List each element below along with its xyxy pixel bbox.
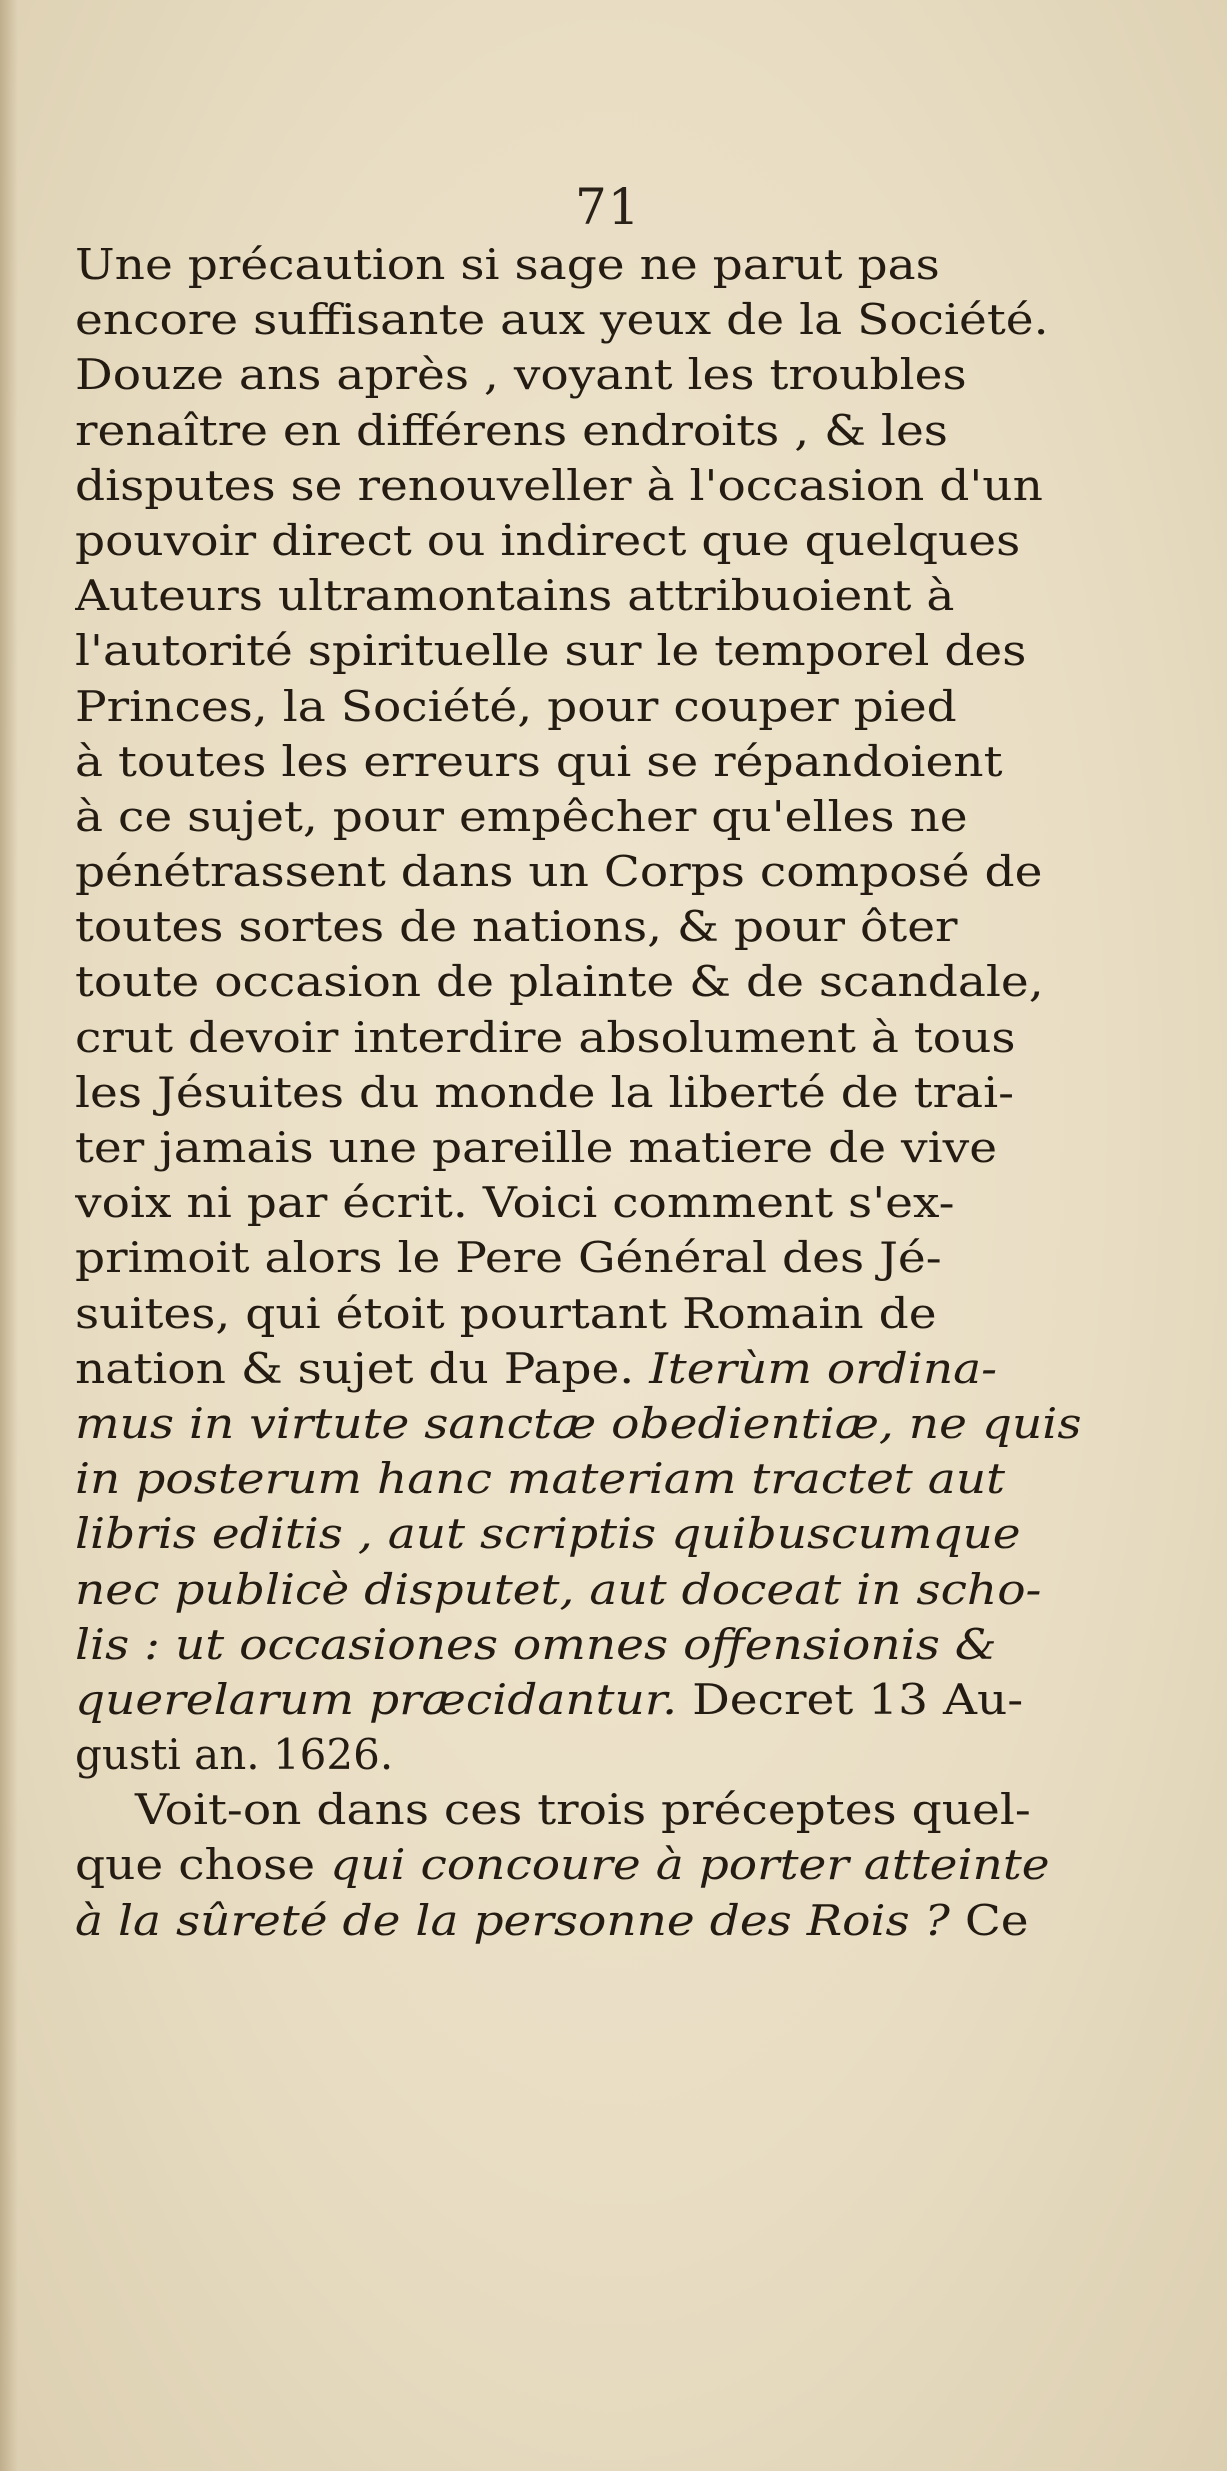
italic-text: in posterum hanc materiam tractet aut xyxy=(75,1454,1006,1504)
text-segment: Auteurs ultramontains attribuoient à xyxy=(75,571,955,621)
text-segment: les Jésuites du monde la liberté de trai- xyxy=(75,1067,1015,1117)
text-line xyxy=(75,1672,1085,1727)
text-line xyxy=(75,734,1085,789)
text-line xyxy=(75,292,1085,347)
text-line xyxy=(75,679,1085,734)
text-line xyxy=(75,1065,1085,1120)
text-segment: toute occasion de plainte & de scandale, xyxy=(75,957,1044,1007)
italic-text: querelarum præcidantur. xyxy=(75,1674,678,1724)
text-line xyxy=(75,1010,1085,1065)
text-line xyxy=(75,1175,1085,1230)
text-line xyxy=(75,237,1085,292)
text-line xyxy=(75,1506,1085,1561)
text-line xyxy=(75,403,1085,458)
text-segment: encore suffisante aux yeux de la Société. xyxy=(75,295,1049,345)
text-segment: ter jamais une pareille matiere de vive xyxy=(75,1123,998,1172)
text-segment: à ce sujet, pour empêcher qu'elles ne xyxy=(75,791,968,841)
text-segment: gusti an. 1626. xyxy=(75,1730,394,1780)
text-segment: Douze ans après , voyant les troubles xyxy=(75,350,967,400)
text-line xyxy=(75,1120,1085,1175)
text-line xyxy=(75,1893,1085,1948)
text-line xyxy=(75,844,1085,899)
italic-text: Iterùm ordina- xyxy=(649,1343,998,1393)
text-line xyxy=(75,1617,1085,1672)
text-segment: suites, qui étoit pourtant Romain de xyxy=(75,1288,937,1338)
text-line xyxy=(75,458,1085,513)
text-segment: disputes se renouveller à l'occasion d'un xyxy=(75,460,1043,510)
italic-text: lis : ut occasiones omnes offensionis & xyxy=(75,1619,997,1669)
text-segment: Ce xyxy=(949,1895,1029,1945)
text-segment: pouvoir direct ou indirect que quelques xyxy=(75,515,1021,565)
italic-text: à la sûreté de la personne des Rois ? xyxy=(75,1895,950,1945)
text-segment: toutes sortes de nations, & pour ôter xyxy=(75,902,958,952)
gutter-shadow xyxy=(0,0,18,2471)
text-segment: pénétrassent dans un Corps composé de xyxy=(75,847,1043,897)
italic-text: qui concoure à porter atteinte xyxy=(330,1840,1050,1890)
text-line xyxy=(75,954,1085,1009)
text-line xyxy=(75,1286,1085,1341)
text-segment: à toutes les erreurs qui se répandoient xyxy=(75,736,1003,786)
text-segment: Decret 13 Au- xyxy=(677,1674,1024,1724)
page-number: 71 xyxy=(575,178,641,236)
text-segment: nation & sujet du Pape. xyxy=(75,1343,650,1393)
text-line xyxy=(75,1562,1085,1617)
text-segment: Voit-on dans ces trois préceptes quel- xyxy=(135,1785,1031,1835)
text-line xyxy=(75,1230,1085,1285)
text-line xyxy=(75,1341,1085,1396)
text-line xyxy=(75,899,1085,954)
text-line xyxy=(75,513,1085,568)
text-line xyxy=(75,1727,1085,1782)
text-line xyxy=(75,568,1085,623)
text-line xyxy=(75,347,1085,402)
text-segment: renaître en différens endroits , & les xyxy=(75,405,948,455)
text-line xyxy=(75,1782,1085,1837)
italic-text: nec publicè disputet, aut doceat in scho- xyxy=(75,1564,1042,1614)
italic-text: mus in virtute sanctæ obedientiæ, ne quis xyxy=(75,1398,1082,1448)
text-line xyxy=(75,1837,1085,1892)
text-line xyxy=(75,1396,1085,1451)
text-segment: l'autorité spirituelle sur le temporel des xyxy=(75,626,1027,676)
text-segment: crut devoir interdire absolument à tous xyxy=(75,1012,1016,1062)
italic-text: libris editis , aut scriptis quibuscumque xyxy=(75,1509,1021,1559)
text-line xyxy=(75,623,1085,678)
text-segment: primoit alors le Pere Général des Jé- xyxy=(75,1233,942,1283)
body-text xyxy=(75,237,1085,1948)
text-segment: voix ni par écrit. Voici comment s'ex- xyxy=(75,1178,955,1228)
text-segment: que chose xyxy=(75,1840,331,1890)
text-segment: Princes, la Société, pour couper pied xyxy=(75,681,957,731)
text-line xyxy=(75,789,1085,844)
text-segment: Une précaution si sage ne parut pas xyxy=(75,240,940,289)
text-line xyxy=(75,1451,1085,1506)
